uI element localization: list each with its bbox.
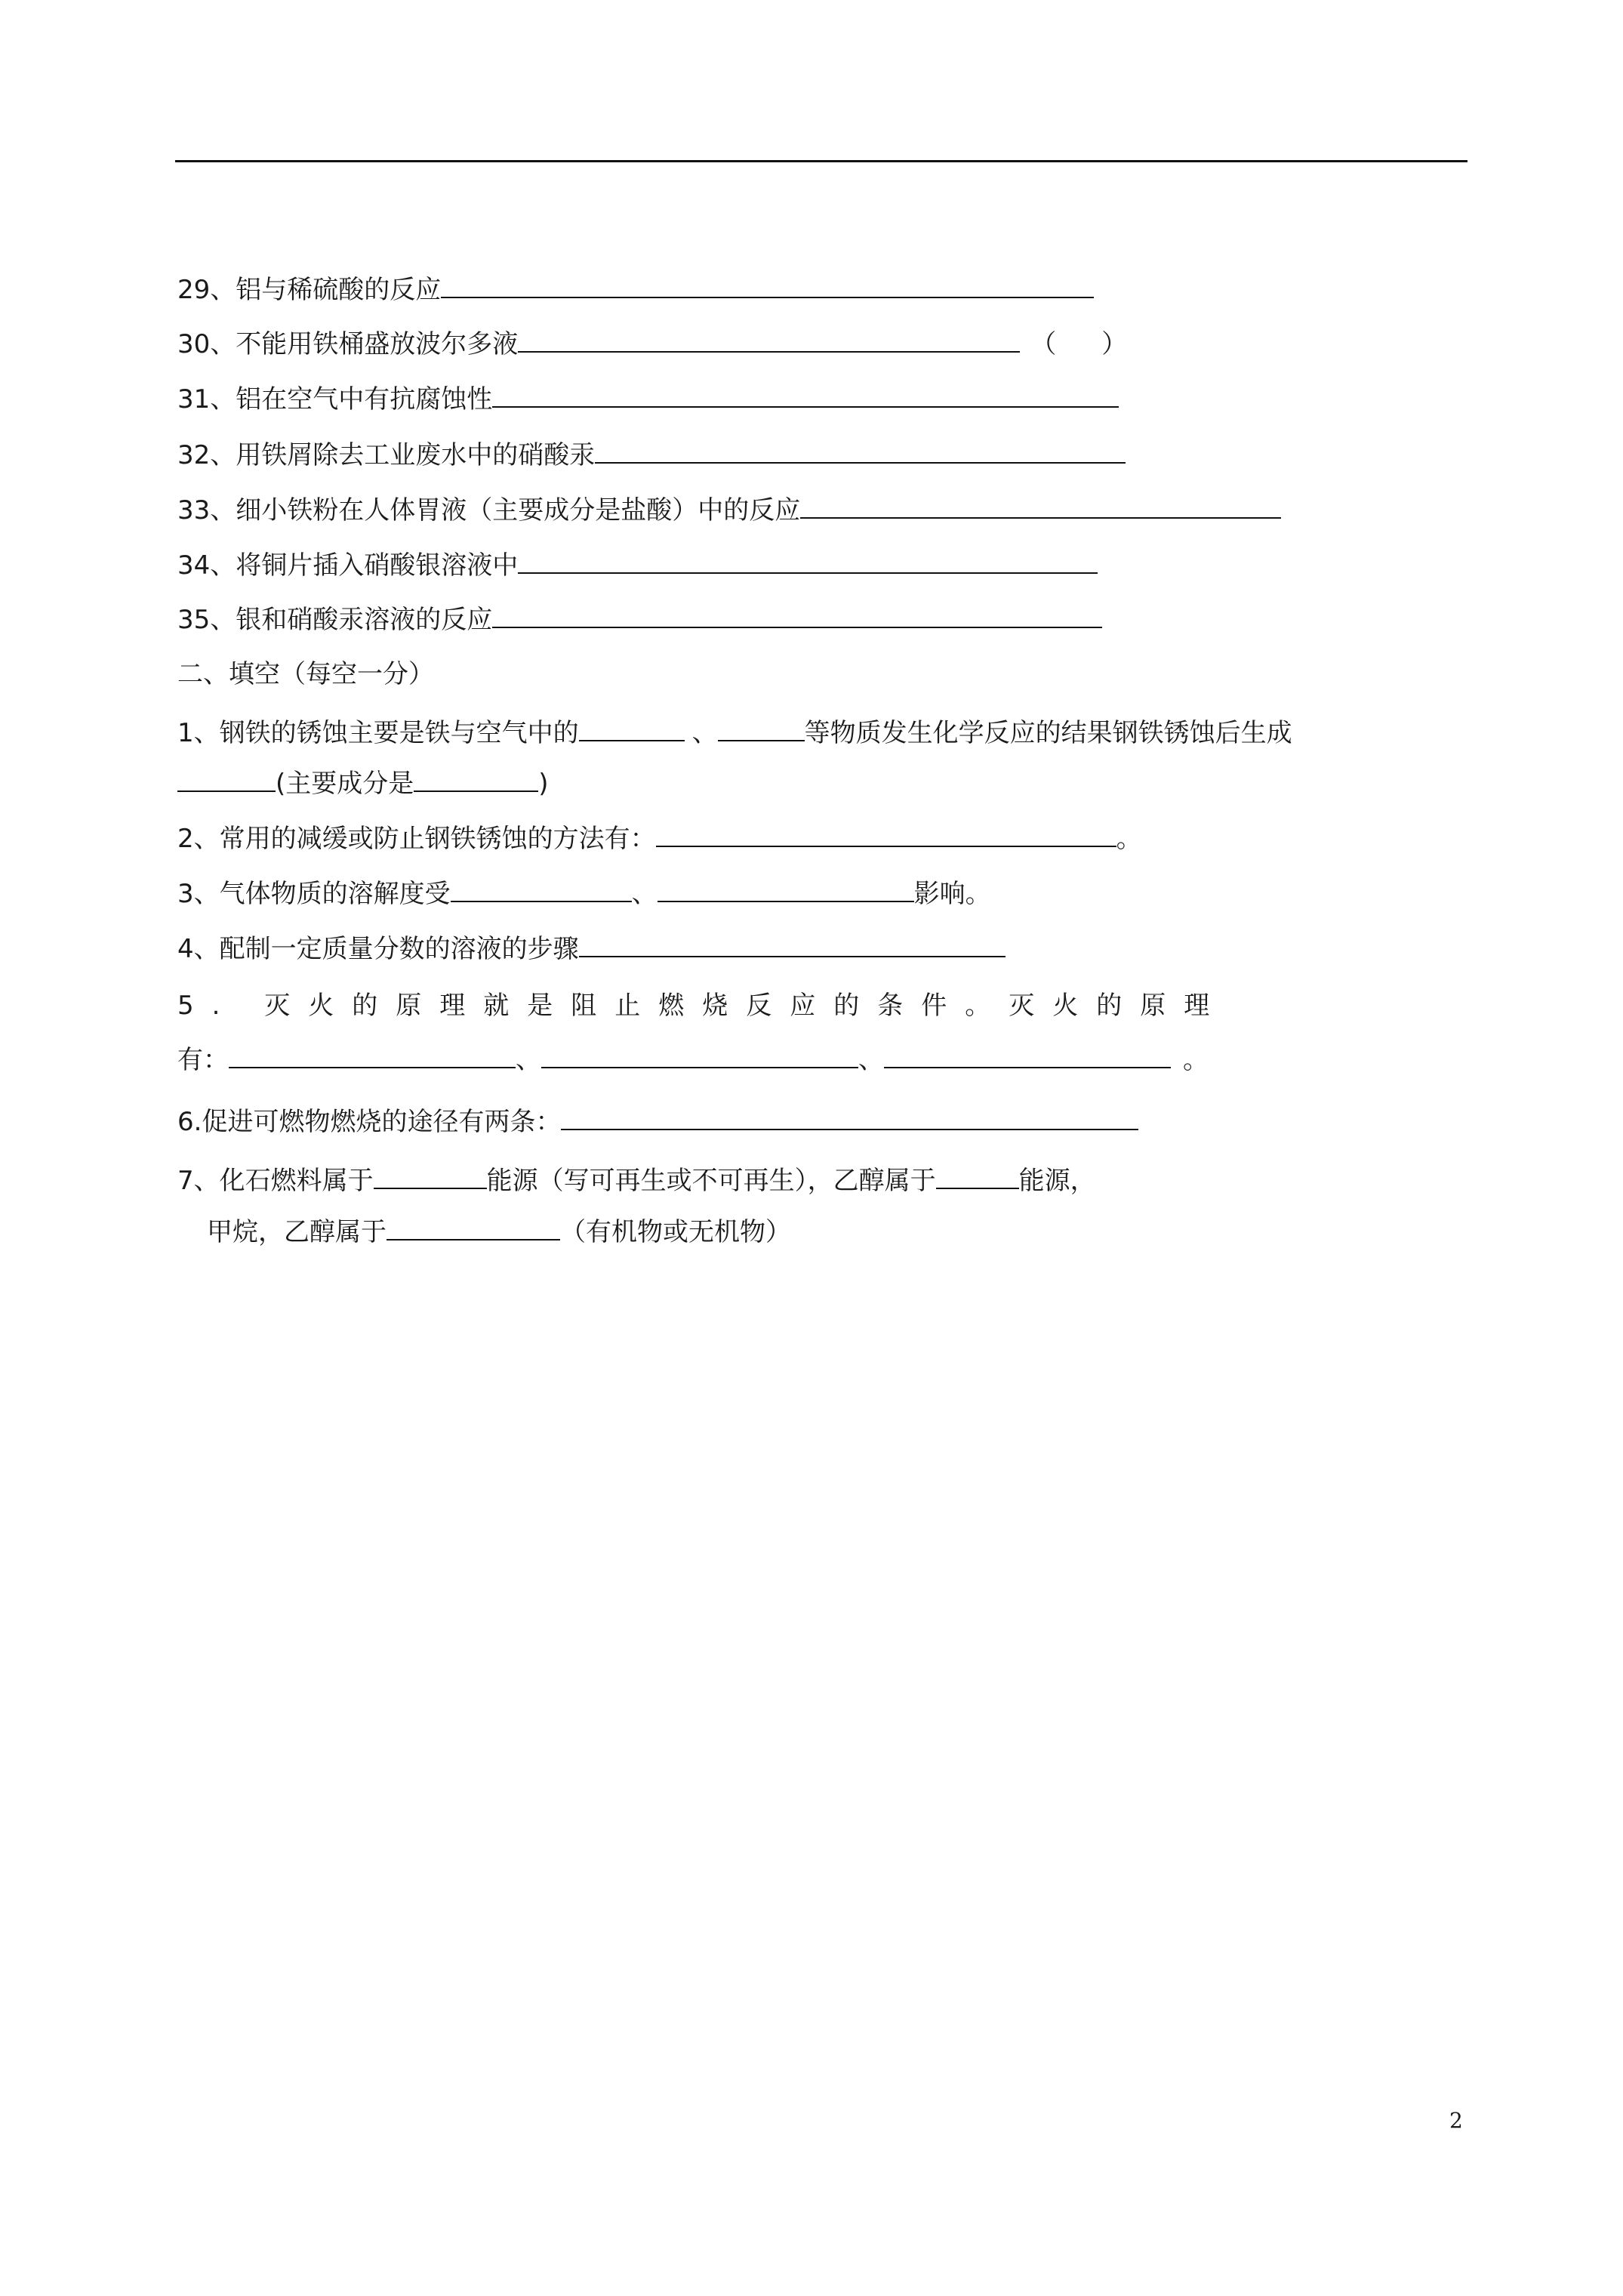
- fill-5-end: 。: [1183, 1045, 1209, 1075]
- answer-blank-35[interactable]: [492, 604, 1102, 628]
- question-34-text: 34、将铜片插入硝酸银溶液中: [177, 550, 519, 581]
- fill-1-blank-3[interactable]: [177, 768, 276, 792]
- question-35: [177, 604, 1102, 635]
- fill-1-blank-2[interactable]: [718, 717, 805, 741]
- fill-7-text-d: 甲烷，乙醇属于: [207, 1217, 387, 1247]
- question-33-text: 33、细小铁粉在人体胃液（主要成分是盐酸）中的反应: [177, 495, 801, 525]
- fill-3-blank-1[interactable]: [451, 878, 632, 902]
- fill-3-sep: 、: [631, 879, 658, 909]
- question-33: [177, 495, 1281, 525]
- fill-7-blank-1[interactable]: [374, 1165, 487, 1189]
- fill-2-text: 2、常用的减缓或防止钢铁锈蚀的方法有：: [177, 824, 656, 854]
- question-30: [177, 328, 1127, 359]
- fill-7-text-e: （有机物或无机物）: [560, 1217, 791, 1247]
- fill-1-text-c: (主要成分是: [276, 769, 414, 799]
- fill-7-line-2: [207, 1216, 791, 1247]
- fill-4-text: 4、配制一定质量分数的溶液的步骤: [177, 934, 579, 964]
- answer-blank-30[interactable]: [518, 328, 1020, 353]
- header-rule: [175, 160, 1467, 162]
- question-29-text: 29、铝与稀硫酸的反应: [177, 275, 442, 305]
- fill-5-blank-2[interactable]: [541, 1044, 858, 1068]
- fill-7-line-1: [177, 1165, 1096, 1196]
- section-heading: 二、填空（每空一分）: [177, 659, 434, 689]
- question-31-text: 31、铝在空气中有抗腐蚀性: [177, 384, 493, 415]
- answer-blank-31[interactable]: [492, 384, 1119, 408]
- fill-7-text-c: 能源，: [1018, 1166, 1096, 1196]
- fill-7-blank-2[interactable]: [936, 1165, 1019, 1189]
- fill-1-text-b: 等物质发生化学反应的结果钢铁锈蚀后生成: [804, 718, 1292, 748]
- paren-close: ）: [1101, 329, 1128, 359]
- question-29: [177, 274, 1094, 305]
- page-number: 2: [1449, 2108, 1463, 2133]
- fill-3-end: 影响。: [913, 879, 991, 909]
- paren-open: （: [1030, 329, 1057, 359]
- fill-1-line-2: [177, 768, 549, 799]
- fill-7-blank-3[interactable]: [387, 1216, 560, 1240]
- question-34: [177, 550, 1098, 581]
- fill-5-line-2: [177, 1044, 1209, 1075]
- fill-1-line-1: [177, 717, 1292, 748]
- question-32-text: 32、用铁屑除去工业废水中的硝酸汞: [177, 440, 596, 470]
- fill-3-blank-2[interactable]: [658, 878, 914, 902]
- question-30-text: 30、不能用铁桶盛放波尔多液: [177, 329, 519, 359]
- fill-2: [177, 823, 1142, 854]
- fill-5-sep-1: 、: [516, 1045, 541, 1075]
- answer-blank-29[interactable]: [441, 274, 1094, 298]
- fill-2-end: 。: [1116, 824, 1142, 854]
- fill-1-blank-1[interactable]: [579, 717, 685, 741]
- fill-7-text-b: 能源（写可再生或不可再生），乙醇属于: [486, 1166, 936, 1196]
- question-31: [177, 384, 1119, 415]
- fill-5-sep-2: 、: [858, 1045, 884, 1075]
- fill-3-text: 3、气体物质的溶解度受: [177, 879, 451, 909]
- fill-5-line-1: [177, 991, 1464, 1021]
- fill-1-sep: 、: [691, 718, 718, 748]
- fill-5-blank-1[interactable]: [229, 1044, 516, 1068]
- fill-5-text: 有：: [177, 1045, 229, 1075]
- fill-3: [177, 878, 991, 909]
- answer-blank-33[interactable]: [800, 495, 1281, 519]
- answer-blank-34[interactable]: [518, 550, 1098, 574]
- question-32: [177, 439, 1126, 470]
- answer-blank-32[interactable]: [595, 439, 1126, 464]
- question-35-text: 35、银和硝酸汞溶液的反应: [177, 605, 493, 635]
- fill-6: [177, 1106, 1138, 1137]
- fill-4: [177, 933, 1006, 964]
- fill-6-text: 6.促进可燃物燃烧的途径有两条：: [177, 1107, 562, 1137]
- fill-6-blank[interactable]: [561, 1106, 1138, 1130]
- fill-1-text-a: 1、钢铁的锈蚀主要是铁与空气中的: [177, 718, 579, 748]
- fill-5-text-line-1: 5. 灭火的原理就是阻止燃烧反应的条件。灭火的原理: [177, 991, 1228, 1021]
- fill-7-text-a: 7、化石燃料属于: [177, 1166, 374, 1196]
- fill-1-blank-4[interactable]: [414, 768, 538, 792]
- fill-5-blank-3[interactable]: [884, 1044, 1171, 1068]
- fill-1-text-d: ): [538, 769, 549, 799]
- fill-4-blank[interactable]: [579, 933, 1006, 957]
- fill-2-blank[interactable]: [656, 823, 1116, 847]
